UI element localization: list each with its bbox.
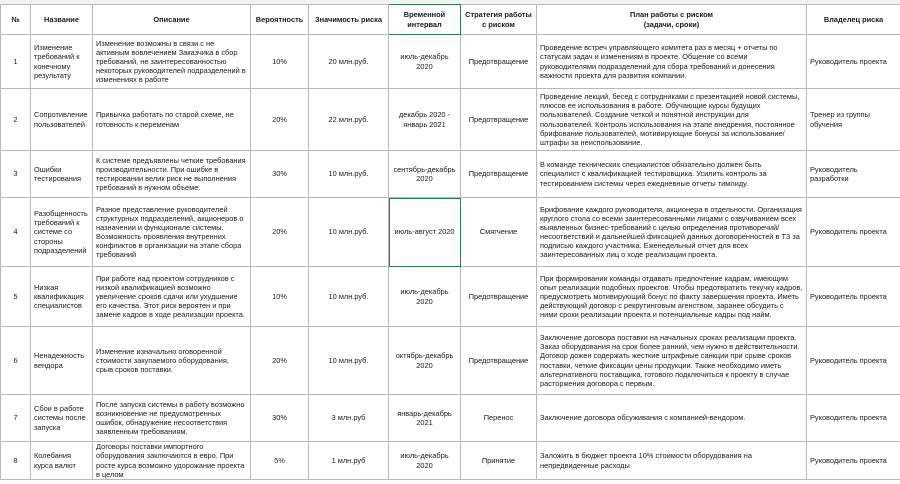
cell-probability[interactable]: 5% bbox=[251, 442, 309, 480]
cell-description[interactable]: Договоры поставки импортного оборудования заключаются в евро. При росте курса возможно удорожание проекта в целом bbox=[93, 442, 251, 480]
cell-name[interactable]: Сопротивление пользователей bbox=[31, 89, 93, 151]
cell-num[interactable]: 3 bbox=[1, 151, 31, 198]
header-num[interactable]: № bbox=[1, 5, 31, 35]
cell-num[interactable]: 7 bbox=[1, 395, 31, 442]
cell-probability[interactable]: 20% bbox=[251, 327, 309, 395]
cell-owner[interactable]: Руководитель проекта bbox=[807, 198, 900, 267]
cell-num[interactable]: 2 bbox=[1, 89, 31, 151]
cell-num[interactable]: 5 bbox=[1, 267, 31, 327]
cell-plan[interactable]: Заключение договора обсуживания с компанией-вендором. bbox=[537, 395, 807, 442]
header-plan[interactable]: План работы с риском (задачи, сроки) bbox=[537, 5, 807, 35]
header-significance[interactable]: Значимость риска bbox=[309, 5, 389, 35]
cell-interval[interactable]: июль-декабрь 2020 bbox=[389, 35, 461, 89]
cell-plan[interactable]: Проведение лекций, бесед с сотрудниками с презентацией новой системы, плюсов ее использования в работе. Обучающие курсы будущих пользователей. Создание четкой и понятной инструкции для пользователей. Контроль использования на этапе внедрения, постоянное брифование пользователей, мотивирующие бонусы за использование/штрафы за неиспользование. bbox=[537, 89, 807, 151]
cell-strategy[interactable]: Смягчение bbox=[461, 198, 537, 267]
table-row bbox=[1, 35, 900, 89]
cell-interval[interactable]: декабрь 2020 - январь 2021 bbox=[389, 89, 461, 151]
cell-plan[interactable]: Проведение встреч управляющего комитета раз в месяц + отчеты по статусам задач и изменениям в проекте. Общение со всеми руководителями подразделений для сбора требований и донесения важности проекта для развития компании. bbox=[537, 35, 807, 89]
table-row bbox=[1, 395, 900, 442]
cell-plan[interactable]: В команде технических специалистов обязательно должен быть специалист с квалификацией тестировщика. Усилить контроль за тестированием системы через ежедневные отчеты тимлиду. bbox=[537, 151, 807, 198]
cell-probability[interactable]: 20% bbox=[251, 198, 309, 267]
cell-description[interactable]: К системе предъявлены четкие требования производительности. При ошибке в тестировании велик риск не выполнения требований в нужном объеме. bbox=[93, 151, 251, 198]
cell-plan[interactable]: Заложить в бюджет проекта 10% стоимости оборудования на непредвиденные расходы bbox=[537, 442, 807, 480]
cell-description[interactable]: Разное представление руководителей структурных подразделений, акционеров о назначении и функционале системы. Возможность проявления внутренних конфликтов в организации на этапе сбора требований bbox=[93, 198, 251, 267]
cell-num[interactable]: 1 bbox=[1, 35, 31, 89]
cell-strategy[interactable]: Предотвращение bbox=[461, 89, 537, 151]
cell-name[interactable]: Низкая квалификация специалистов bbox=[31, 267, 93, 327]
cell-owner[interactable]: Руководитель разработки bbox=[807, 151, 900, 198]
table-row bbox=[1, 327, 900, 395]
cell-name[interactable]: Ненадежность вендора bbox=[31, 327, 93, 395]
cell-interval[interactable]: июль-декабрь 2020 bbox=[389, 442, 461, 480]
cell-owner[interactable]: Руководитель проекта bbox=[807, 267, 900, 327]
header-probability[interactable]: Вероятность bbox=[251, 5, 309, 35]
cell-probability[interactable]: 20% bbox=[251, 89, 309, 151]
cell-significance[interactable]: 1 млн.руб bbox=[309, 442, 389, 480]
cell-name[interactable]: Изменение требований к конечному результату bbox=[31, 35, 93, 89]
header-owner[interactable]: Владелец риска bbox=[807, 5, 900, 35]
cell-probability[interactable]: 10% bbox=[251, 35, 309, 89]
table-row bbox=[1, 442, 900, 480]
cell-probability[interactable]: 30% bbox=[251, 395, 309, 442]
table-row bbox=[1, 151, 900, 198]
cell-significance[interactable]: 20 млн.руб. bbox=[309, 35, 389, 89]
table-row bbox=[1, 267, 900, 327]
table-row bbox=[1, 198, 900, 267]
cell-description[interactable]: Изменение изначально оговоренной стоимости закупаемого оборудования, срыв сроков поставки. bbox=[93, 327, 251, 395]
cell-significance[interactable]: 22 млн.руб. bbox=[309, 89, 389, 151]
cell-significance[interactable]: 10 млн.руб. bbox=[309, 327, 389, 395]
cell-owner[interactable]: Руководитель проекта bbox=[807, 442, 900, 480]
cell-strategy[interactable]: Предотвращение bbox=[461, 267, 537, 327]
cell-plan[interactable]: Брифование каждого руководителя, акционера в отдельности. Организация круглого стола со всеми заинтересованными лицами с озвучиванием всех выявленных бизнес-требований с целью определения противоречий/несоответствий и дальнейшей фиксацией данных договоренностей в ТЗ за подписью каждого участника. Еженедельный отчет для всех заинтересованных лиц о ходе реализации проекта. bbox=[537, 198, 807, 267]
cell-description[interactable]: Изменение возможны в связи с не активным вовлечением Заказчика в сбор требований, не заинтересованностью некоторых руководителей подразделений в изменениях в работе bbox=[93, 35, 251, 89]
cell-name[interactable]: Колебания курса валют bbox=[31, 442, 93, 480]
cell-owner[interactable]: Руководитель проекта bbox=[807, 395, 900, 442]
cell-owner[interactable]: Руководитель проекта bbox=[807, 35, 900, 89]
cell-interval[interactable]: октябрь-декабрь 2020 bbox=[389, 327, 461, 395]
cell-probability[interactable]: 30% bbox=[251, 151, 309, 198]
cell-description[interactable]: При работе над проектом сотрудников с низкой квалификацией возможно увеличение сроков сдачи или ухудшение его качества. Этот риск вероятен и при замене кадров в ходе реализации проекта. bbox=[93, 267, 251, 327]
header-description[interactable]: Описание bbox=[93, 5, 251, 35]
cell-interval[interactable]: сентябрь-декабрь 2020 bbox=[389, 151, 461, 198]
header-strategy[interactable]: Стратегия работы с риском bbox=[461, 5, 537, 35]
risk-table bbox=[0, 4, 900, 480]
cell-significance[interactable]: 10 млн.руб. bbox=[309, 151, 389, 198]
cell-name[interactable]: Разобщенность требований к системе со стороны подразделений bbox=[31, 198, 93, 267]
cell-name[interactable]: Сбои в работе системы после запуска bbox=[31, 395, 93, 442]
cell-interval-selected[interactable]: июль-август 2020 bbox=[389, 198, 461, 267]
cell-interval[interactable]: январь-декабрь 2021 bbox=[389, 395, 461, 442]
cell-strategy[interactable]: Принятие bbox=[461, 442, 537, 480]
header-interval[interactable]: Временной интервал bbox=[389, 5, 461, 35]
table-row bbox=[1, 89, 900, 151]
cell-plan[interactable]: При формировании команды отдавать предпочтение кадрам, имеющим опыт реализации подобных проектов. Чтобы предотвратить текучку кадров, предусмотреть мотивирующий бонус по факту завершения проекта. Иметь действующий договор с рекрутинговым агенством, заранее обсудить с ними сроки реализации проекта и потенциальные кадры под найм. bbox=[537, 267, 807, 327]
cell-num[interactable]: 4 bbox=[1, 198, 31, 267]
cell-probability[interactable]: 10% bbox=[251, 267, 309, 327]
header-name[interactable]: Название bbox=[31, 5, 93, 35]
cell-significance[interactable]: 10 млн.руб. bbox=[309, 198, 389, 267]
cell-strategy[interactable]: Предотвращение bbox=[461, 35, 537, 89]
cell-significance[interactable]: 3 млн.руб bbox=[309, 395, 389, 442]
cell-significance[interactable]: 10 млн.руб. bbox=[309, 267, 389, 327]
cell-description[interactable]: После запуска системы в работу возможно возникновение не предусмотренных ошибок, обнаружение несоответствия заявленным требованиям. bbox=[93, 395, 251, 442]
cell-owner[interactable]: Тренер из группы обучения bbox=[807, 89, 900, 151]
header-row bbox=[1, 5, 900, 35]
cell-num[interactable]: 8 bbox=[1, 442, 31, 480]
cell-num[interactable]: 6 bbox=[1, 327, 31, 395]
cell-strategy[interactable]: Предотвращение bbox=[461, 151, 537, 198]
cell-name[interactable]: Ошибки тестирования bbox=[31, 151, 93, 198]
cell-strategy[interactable]: Предотвращение bbox=[461, 327, 537, 395]
cell-interval[interactable]: июль-декабрь 2020 bbox=[389, 267, 461, 327]
cell-plan[interactable]: Заключение договора поставки на начальных сроках реализации проекта. Заказ оборудования на срок более ранний, чем нужно в действительности. Договор дожен содержать жесткие штрафные санкции при срыве сроков поставки, четкие фиксации цены продукции. Также необходимо иметь альтернативного поставщика, готового подключиться к проекту в случае расторжения договора с первым. bbox=[537, 327, 807, 395]
cell-description[interactable]: Привычка работать по старой схеме, не готовность к переменам bbox=[93, 89, 251, 151]
cell-strategy[interactable]: Перенос bbox=[461, 395, 537, 442]
cell-owner[interactable]: Руководитель проекта bbox=[807, 327, 900, 395]
